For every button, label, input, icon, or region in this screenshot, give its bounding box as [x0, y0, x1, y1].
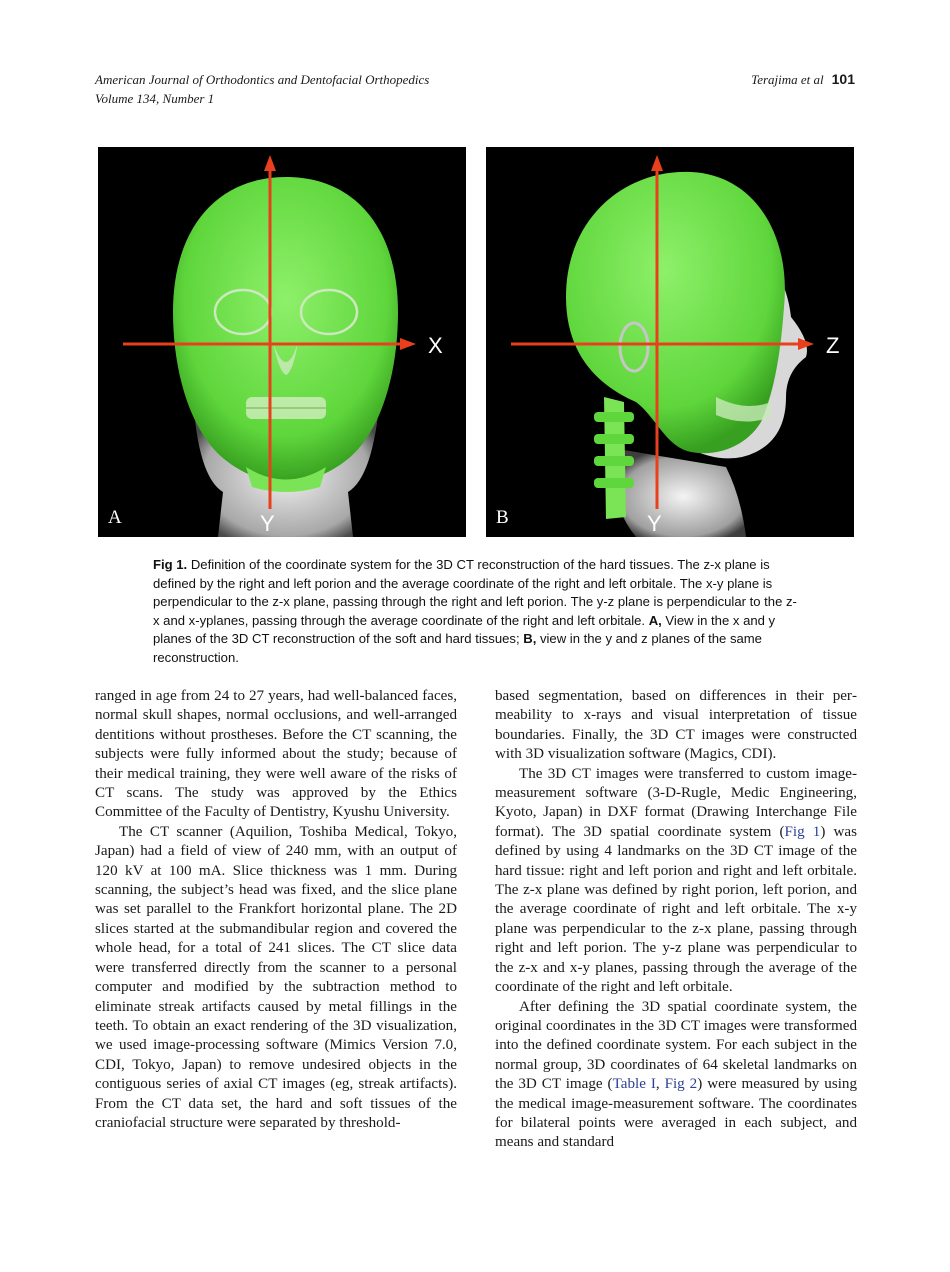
y-axis-label: Y	[647, 511, 662, 536]
y-axis-arrowhead	[264, 155, 276, 171]
paragraph	[495, 765, 857, 998]
paragraph: ranged in age from 24 to 27 years, had well-balanced faces, normal skull shapes, normal occlusions, and well-arranged dentitions without prostheses. Before the CT scanning, the subjects were fully informed about the study; because of their medical training, they were well aware of the risks of CT scans. The study was approved by the Ethics Committee of the Faculty of Dentistry, Kyushu University.	[95, 688, 457, 821]
y-axis-label: Y	[260, 511, 275, 536]
figure-1-link[interactable]: Fig 1	[784, 823, 821, 840]
frontal-ct-rendering	[98, 147, 466, 537]
journal-volume: Volume 134, Number 1	[95, 91, 215, 106]
paragraph-text: ,	[655, 1076, 665, 1093]
paragraph-text: After defining the 3D spatial coordinate system, the original coordinates in the 3D CT images were transformed into the defined coordinate system. For each subject in the normal group, 3D coordinates of 64 skeletal landmarks on the 3D CT image (	[495, 998, 857, 1093]
caption-fig-label: Fig 1.	[153, 557, 188, 572]
caption-text-2: View in the x and y planes of the 3D CT reconstruction of the soft and hard tissues;	[153, 612, 776, 646]
caption-text-1: Definition of the coordinate system for the 3D CT reconstruction of the hard tissues. The z-x plane is defined by the right and left porion and the average coordinate of the right and left orbitale. The x-y plane is perpendicular to the z-x plane, passing through the right and left porion. The y-z plane is perpendicular to the z-x and x-yplanes, passing through the average coordinate of the right and left orbitale.	[153, 557, 797, 628]
panel-label-a: A	[108, 507, 122, 528]
panel-label-b: B	[496, 507, 509, 528]
running-header-left	[95, 70, 429, 108]
caption-a-label: A,	[648, 612, 662, 628]
figure-panel-a	[98, 147, 466, 537]
lateral-ct-rendering	[486, 147, 854, 537]
running-header-right	[751, 70, 855, 89]
paragraph: based segmentation, based on differences in their permeability to x-rays and visual interpretation of tissue boundaries. Finally, the 3D CT images were constructed with 3D visualization software (Magics, CDI).	[495, 688, 857, 763]
figure-panel-b	[486, 147, 854, 537]
body-column-left	[95, 687, 457, 1133]
caption-b-label: B,	[523, 631, 537, 646]
paragraph-text: The 3D CT images were transferred to custom image-measurement software (3-D-Rugle, Medic Engineering, Kyoto, Japan) in DXF format (Drawing Interchange File format). The 3D spatial coordinate system (	[495, 765, 857, 840]
caption-text-3: view in the y and z planes of the same reconstruction.	[153, 631, 762, 665]
paragraph: The CT scanner (Aquilion, Toshiba Medical, Tokyo, Japan) had a field of view of 240 mm, with an output of 120 kV at 100 mA. Slice thickness was 1 mm. During scanning, the subject’s head was fixed, and the slice plane was set parallel to the Frankfort horizontal plane. The 2D slices started at the submandibular region and covered the whole head, for a total of 241 slices. The CT slice data were transferred directly from the scanner to a personal computer and modified by the subtraction method to eliminate streak artifacts caused by metal fillings in the teeth. To obtain an exact rendering of the 3D visualization, we used image-processing software (Mimics Version 7.0, CDI, Tokyo, Japan) to remove undesired objects in the contiguous series of axial CT images (eg, streak artifacts). From the CT data set, the hard and soft tissues of the craniofacial structure were separated by threshold-	[95, 823, 457, 1131]
y-axis-arrowhead	[651, 155, 663, 171]
paragraph	[495, 998, 857, 1153]
figure-caption	[153, 556, 798, 667]
paragraph-text: ) were measured by using the medical image-measurement software. The coordinates for bilateral points were averaged in each subject, and means and standard	[495, 1076, 857, 1151]
page-number: 101	[831, 71, 855, 87]
paragraph-text: ) was defined by using 4 landmarks on the 3D CT image of the hard tissue: right and left porion and right and left orbitale. The z-x plane was defined by right porion, left porion, and the average coordinate of right and left orbitale. The x-y plane was perpendicular to the z-x plane, passing through right and left porion. The y-z plane was perpendicular to the z-x and x-y planes, passing through the average of the coordinate of the right and left orbitale.	[495, 823, 857, 996]
figure-2-link[interactable]: Fig 2	[664, 1076, 698, 1093]
body-column-right	[495, 687, 857, 1153]
x-axis-arrowhead	[400, 338, 416, 350]
z-axis-label: Z	[826, 333, 840, 358]
table-1-link[interactable]: Table I	[612, 1076, 656, 1093]
journal-title: American Journal of Orthodontics and Dentofacial Orthopedics	[95, 72, 430, 87]
running-authors: Terajima et al	[751, 72, 824, 87]
x-axis-label: X	[428, 333, 443, 358]
